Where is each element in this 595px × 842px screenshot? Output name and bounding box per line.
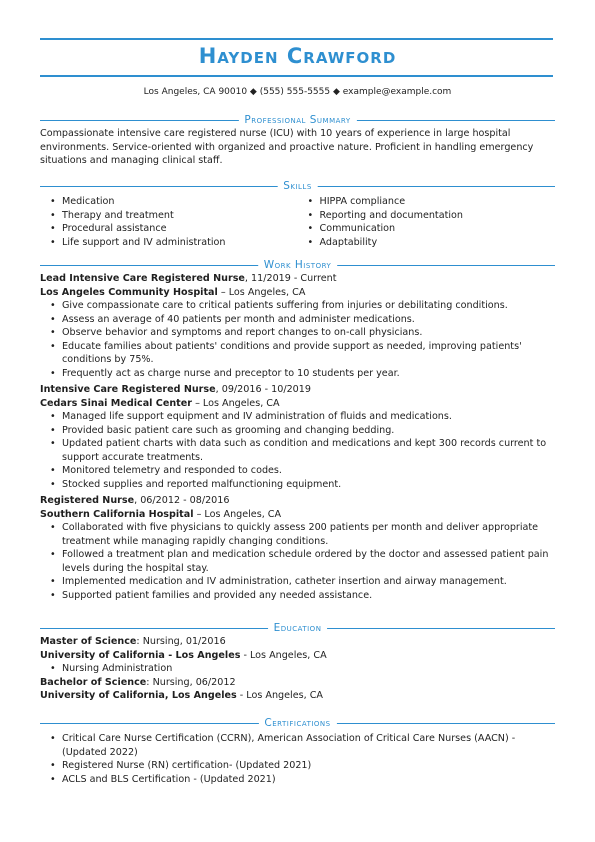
certification-item: • Registered Nurse (RN) certification- (Updated 2021)	[40, 759, 555, 773]
job-bullet: • Frequently act as charge nurse and preceptor to 10 students per year.	[40, 367, 555, 381]
section-title: Professional Summary	[238, 113, 356, 127]
skill-item: • Medication	[40, 195, 298, 209]
job-employer-line	[40, 286, 555, 300]
summary-text: Compassionate intensive care registered nurse (ICU) with 10 years of experience in large hospital environments. Service-oriented with organized and proactive nature. Proficient in handling emergency situations and managing clinical staff.	[40, 128, 534, 166]
job-bullet: • Stocked supplies and reported malfunctioning equipment.	[40, 478, 555, 492]
job-dates: , 06/2012 - 08/2016	[134, 495, 230, 506]
job-role: Intensive Care Registered Nurse	[40, 384, 216, 395]
job-bullet: • Followed a treatment plan and medication schedule ordered by the doctor and assessed patient pain levels during the hospital stay.	[40, 548, 555, 575]
skill-item: • Reporting and documentation	[298, 209, 556, 223]
education-bullets	[40, 662, 555, 676]
school-name: University of California, Los Angeles	[40, 690, 237, 701]
candidate-name: Hayden Crawford	[198, 44, 397, 68]
section-title: Education	[268, 621, 328, 635]
job-entry	[40, 494, 555, 602]
contact-info: Los Angeles, CA 90010 ◆ (555) 555-5555 ◆ example@example.com	[143, 87, 452, 97]
summary-section	[40, 113, 555, 168]
school-line	[40, 649, 555, 663]
job-title-line	[40, 272, 555, 286]
degree-detail: : Nursing, 01/2016	[136, 636, 226, 647]
skills-columns	[40, 195, 555, 249]
degree-line	[40, 635, 555, 649]
header-top-rule	[40, 38, 553, 40]
job-dates: , 09/2016 - 10/2019	[215, 384, 311, 395]
job-bullet: • Give compassionate care to critical patients suffering from injuries or debilitating conditions.	[40, 299, 555, 313]
section-title: Work History	[258, 258, 338, 272]
certifications-section	[40, 716, 555, 786]
job-bullet: • Observe behavior and symptoms and report changes to on-call physicians.	[40, 326, 555, 340]
school-location: - Los Angeles, CA	[240, 649, 327, 661]
education-entry	[40, 635, 555, 676]
skill-item: • Life support and IV administration	[40, 236, 298, 250]
job-bullets	[40, 521, 555, 602]
job-bullets	[40, 299, 555, 380]
certifications-heading	[40, 716, 555, 730]
degree-name: Master of Science	[40, 636, 137, 647]
school-line	[40, 689, 555, 703]
job-bullet: • Educate families about patients' conditions and provide support as needed, improving patients' conditions by 75%.	[40, 340, 555, 367]
job-bullet: • Collaborated with five physicians to quickly assess 200 patients per month and deliver appropriate treatment while managing rapidly changing conditions.	[40, 521, 555, 548]
skills-right-list	[298, 195, 556, 249]
education-heading	[40, 621, 555, 635]
degree-line	[40, 676, 555, 690]
job-role: Registered Nurse	[40, 495, 135, 506]
skill-item: • Procedural assistance	[40, 222, 298, 236]
header-bottom-rule	[40, 75, 553, 77]
summary-heading	[40, 113, 555, 127]
job-employer: Southern California Hospital	[40, 508, 194, 520]
job-bullet: • Assess an average of 40 patients per month and administer medications.	[40, 313, 555, 327]
skill-item: • Therapy and treatment	[40, 209, 298, 223]
skills-left-list	[40, 195, 298, 249]
school-name: University of California - Los Angeles	[40, 649, 241, 661]
skill-item: • Adaptability	[298, 236, 556, 250]
job-location: – Los Angeles, CA	[217, 286, 306, 298]
job-bullet: • Updated patient charts with data such as condition and medications and kept 300 records current to support accurate treatments.	[40, 437, 555, 464]
skills-heading	[40, 179, 555, 193]
job-location: – Los Angeles, CA	[193, 508, 282, 520]
education-section	[40, 621, 555, 703]
job-bullets	[40, 410, 555, 491]
certification-item: • Critical Care Nurse Certification (CCRN), American Association of Critical Care Nurses (AACN) - (Updated 2022)	[40, 732, 555, 759]
job-location: – Los Angeles, CA	[192, 397, 280, 409]
job-title-line	[40, 383, 555, 397]
skill-item: • HIPPA compliance	[298, 195, 556, 209]
job-title-line	[40, 494, 555, 508]
skills-section	[40, 179, 555, 249]
job-bullet: • Supported patient families and provided any needed assistance.	[40, 589, 555, 603]
job-bullet: • Implemented medication and IV administration, catheter insertion and airway management.	[40, 575, 555, 589]
degree-detail: : Nursing, 06/2012	[146, 676, 236, 688]
job-employer: Los Angeles Community Hospital	[40, 286, 218, 298]
school-location: - Los Angeles, CA	[236, 690, 323, 701]
work-heading	[40, 258, 555, 272]
degree-name: Bachelor of Science	[40, 676, 147, 688]
skill-item: • Communication	[298, 222, 556, 236]
education-bullet: • Nursing Administration	[40, 662, 555, 676]
education-entry	[40, 676, 555, 703]
job-dates: , 11/2019 - Current	[244, 273, 337, 284]
job-bullet: • Managed life support equipment and IV administration of fluids and medications.	[40, 410, 555, 424]
job-employer-line	[40, 397, 555, 411]
job-bullet: • Provided basic patient care such as grooming and changing bedding.	[40, 424, 555, 438]
job-role: Lead Intensive Care Registered Nurse	[40, 273, 245, 284]
section-title: Certifications	[258, 716, 336, 730]
job-entry	[40, 272, 555, 380]
job-bullet: • Monitored telemetry and responded to codes.	[40, 464, 555, 478]
job-entry	[40, 383, 555, 491]
certifications-list	[40, 732, 555, 786]
job-employer: Cedars Sinai Medical Center	[40, 397, 193, 409]
section-title: Skills	[277, 179, 318, 193]
job-employer-line	[40, 508, 555, 522]
work-section	[40, 258, 555, 602]
certification-item: • ACLS and BLS Certification - (Updated 2021)	[40, 773, 555, 787]
